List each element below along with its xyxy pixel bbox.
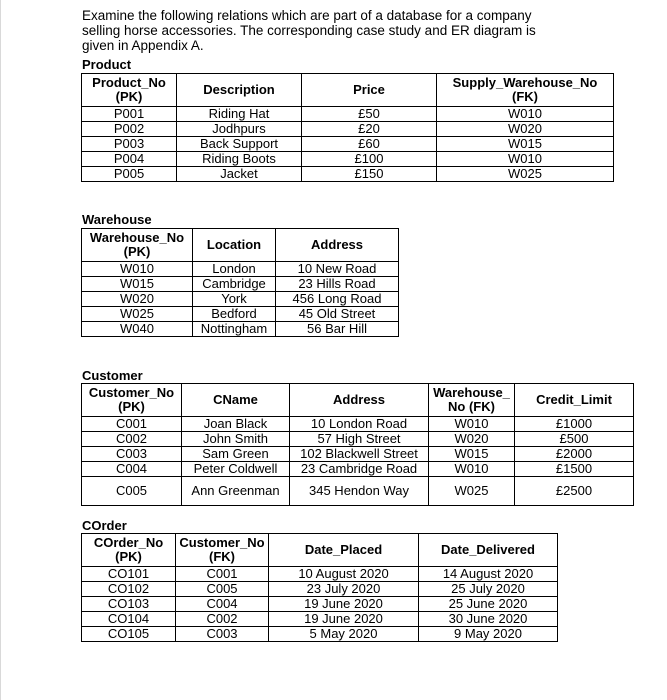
table-cell: P004 (82, 152, 177, 167)
table-row (82, 322, 399, 337)
table-cell: W015 (82, 277, 193, 292)
table-cell: W020 (437, 122, 614, 137)
customer-header-name: Customer_No (88, 385, 175, 400)
customer-header-name: Warehouse_ (433, 385, 510, 400)
table-cell: £20 (302, 122, 437, 137)
table-row (82, 307, 399, 322)
corder-header-name: Customer_No (179, 535, 265, 550)
table-cell: Ann Greenman (182, 477, 290, 506)
intro-paragraph: Examine the following relations which are part of a database for a company selling horse accessories. The corresponding case study and ER diagram is given in Appendix A. (82, 8, 536, 53)
table-cell: W020 (429, 432, 515, 447)
warehouse-header-name: Location (206, 237, 262, 252)
corder-table-title: COrder (82, 518, 127, 533)
table-cell: 456 Long Road (276, 292, 399, 307)
table-cell: 102 Blackwell Street (290, 447, 429, 462)
customer-header-name: Address (332, 392, 386, 407)
table-cell: £100 (302, 152, 437, 167)
customer-table (81, 383, 634, 506)
warehouse-header-name: Warehouse_No (89, 230, 185, 245)
customer-header-3 (429, 384, 515, 417)
table-cell: 25 July 2020 (419, 582, 558, 597)
customer-header-name: CName (213, 392, 258, 407)
product-table (81, 73, 614, 182)
product-header-key: (FK) (512, 89, 538, 104)
table-cell: 23 Cambridge Road (290, 462, 429, 477)
table-cell: W020 (82, 292, 193, 307)
corder-header-key: (PK) (115, 549, 142, 564)
customer-table-title: Customer (82, 368, 143, 383)
table-cell: W025 (429, 477, 515, 506)
table-cell: 23 July 2020 (269, 582, 419, 597)
product-header-1 (177, 74, 302, 107)
table-row (82, 137, 614, 152)
table-row (82, 447, 634, 462)
corder-header-name: COrder_No (93, 535, 164, 550)
table-row (82, 582, 558, 597)
table-cell: W010 (429, 417, 515, 432)
table-cell: 10 August 2020 (269, 567, 419, 582)
table-cell: W040 (82, 322, 193, 337)
table-cell: CO102 (82, 582, 176, 597)
corder-header-name: Date_Delivered (441, 542, 535, 557)
table-cell: CO105 (82, 627, 176, 642)
corder-header-key: (FK) (209, 549, 235, 564)
table-cell: John Smith (182, 432, 290, 447)
table-cell: 30 June 2020 (419, 612, 558, 627)
table-cell: 25 June 2020 (419, 597, 558, 612)
table-cell: £50 (302, 107, 437, 122)
table-cell: Peter Coldwell (182, 462, 290, 477)
table-cell: W010 (82, 262, 193, 277)
customer-header-key: No (FK) (448, 399, 495, 414)
warehouse-header-2 (276, 229, 399, 262)
table-row (82, 612, 558, 627)
table-cell: 57 High Street (290, 432, 429, 447)
table-cell: C003 (82, 447, 182, 462)
table-cell: P003 (82, 137, 177, 152)
table-cell: Back Support (177, 137, 302, 152)
warehouse-header-1 (193, 229, 276, 262)
customer-header-key: (PK) (118, 399, 145, 414)
table-cell: Cambridge (193, 277, 276, 292)
table-cell: 19 June 2020 (269, 597, 419, 612)
product-header-name: Description (203, 82, 275, 97)
table-cell: £2500 (515, 477, 634, 506)
table-row (82, 292, 399, 307)
corder-header-2 (269, 534, 419, 567)
table-cell: W015 (437, 137, 614, 152)
table-cell: P002 (82, 122, 177, 137)
table-cell: £1000 (515, 417, 634, 432)
table-cell: 9 May 2020 (419, 627, 558, 642)
page-left-border (0, 0, 1, 700)
table-cell: W010 (437, 107, 614, 122)
table-row (82, 567, 558, 582)
table-row (82, 122, 614, 137)
table-cell: 10 London Road (290, 417, 429, 432)
table-cell: W010 (429, 462, 515, 477)
table-cell: £2000 (515, 447, 634, 462)
table-cell: CO101 (82, 567, 176, 582)
customer-header-name: Credit_Limit (536, 392, 612, 407)
table-cell: W025 (82, 307, 193, 322)
table-cell: Riding Boots (177, 152, 302, 167)
table-cell: C005 (176, 582, 269, 597)
customer-header-1 (182, 384, 290, 417)
table-cell: Jacket (177, 167, 302, 182)
table-row (82, 277, 399, 292)
table-cell: £1500 (515, 462, 634, 477)
table-row (82, 477, 634, 506)
table-cell: C003 (176, 627, 269, 642)
corder-header-0 (82, 534, 176, 567)
table-cell: CO104 (82, 612, 176, 627)
warehouse-header-key: (PK) (123, 244, 151, 259)
corder-table (81, 533, 558, 642)
table-cell: 345 Hendon Way (290, 477, 429, 506)
table-cell: Jodhpurs (177, 122, 302, 137)
table-row (82, 152, 614, 167)
product-header-name: Supply_Warehouse_No (452, 75, 598, 90)
table-row (82, 417, 634, 432)
table-cell: Nottingham (193, 322, 276, 337)
warehouse-header-name: Address (310, 237, 364, 252)
table-row (82, 627, 558, 642)
table-cell: 19 June 2020 (269, 612, 419, 627)
table-cell: C001 (176, 567, 269, 582)
table-row (82, 107, 614, 122)
warehouse-header-0 (82, 229, 193, 262)
table-cell: 56 Bar Hill (276, 322, 399, 337)
table-row (82, 167, 614, 182)
product-header-2 (302, 74, 437, 107)
table-cell: C001 (82, 417, 182, 432)
table-cell: £500 (515, 432, 634, 447)
table-cell: C004 (82, 462, 182, 477)
table-cell: York (193, 292, 276, 307)
table-cell: C005 (82, 477, 182, 506)
table-row (82, 462, 634, 477)
table-row (82, 597, 558, 612)
table-cell: C002 (82, 432, 182, 447)
table-cell: 5 May 2020 (269, 627, 419, 642)
customer-header-0 (82, 384, 182, 417)
warehouse-table (81, 228, 399, 337)
table-cell: CO103 (82, 597, 176, 612)
table-cell: P005 (82, 167, 177, 182)
table-cell: W010 (437, 152, 614, 167)
product-header-3 (437, 74, 614, 107)
corder-header-3 (419, 534, 558, 567)
table-cell: 23 Hills Road (276, 277, 399, 292)
table-cell: C002 (176, 612, 269, 627)
warehouse-table-title: Warehouse (82, 212, 152, 227)
product-header-key: (PK) (115, 89, 143, 104)
table-cell: 10 New Road (276, 262, 399, 277)
product-header-name: Product_No (92, 75, 166, 90)
table-cell: 14 August 2020 (419, 567, 558, 582)
customer-header-2 (290, 384, 429, 417)
table-cell: Bedford (193, 307, 276, 322)
table-cell: W025 (437, 167, 614, 182)
table-cell: Joan Black (182, 417, 290, 432)
product-header-0 (82, 74, 177, 107)
table-cell: Sam Green (182, 447, 290, 462)
corder-header-1 (176, 534, 269, 567)
table-cell: 45 Old Street (276, 307, 399, 322)
product-header-name: Price (353, 82, 385, 97)
product-table-title: Product (82, 57, 132, 72)
table-cell: Riding Hat (177, 107, 302, 122)
table-cell: £60 (302, 137, 437, 152)
table-cell: W015 (429, 447, 515, 462)
table-cell: P001 (82, 107, 177, 122)
table-cell: London (193, 262, 276, 277)
customer-header-4 (515, 384, 634, 417)
corder-header-name: Date_Placed (304, 542, 383, 557)
table-row (82, 432, 634, 447)
table-cell: £150 (302, 167, 437, 182)
table-cell: C004 (176, 597, 269, 612)
table-row (82, 262, 399, 277)
